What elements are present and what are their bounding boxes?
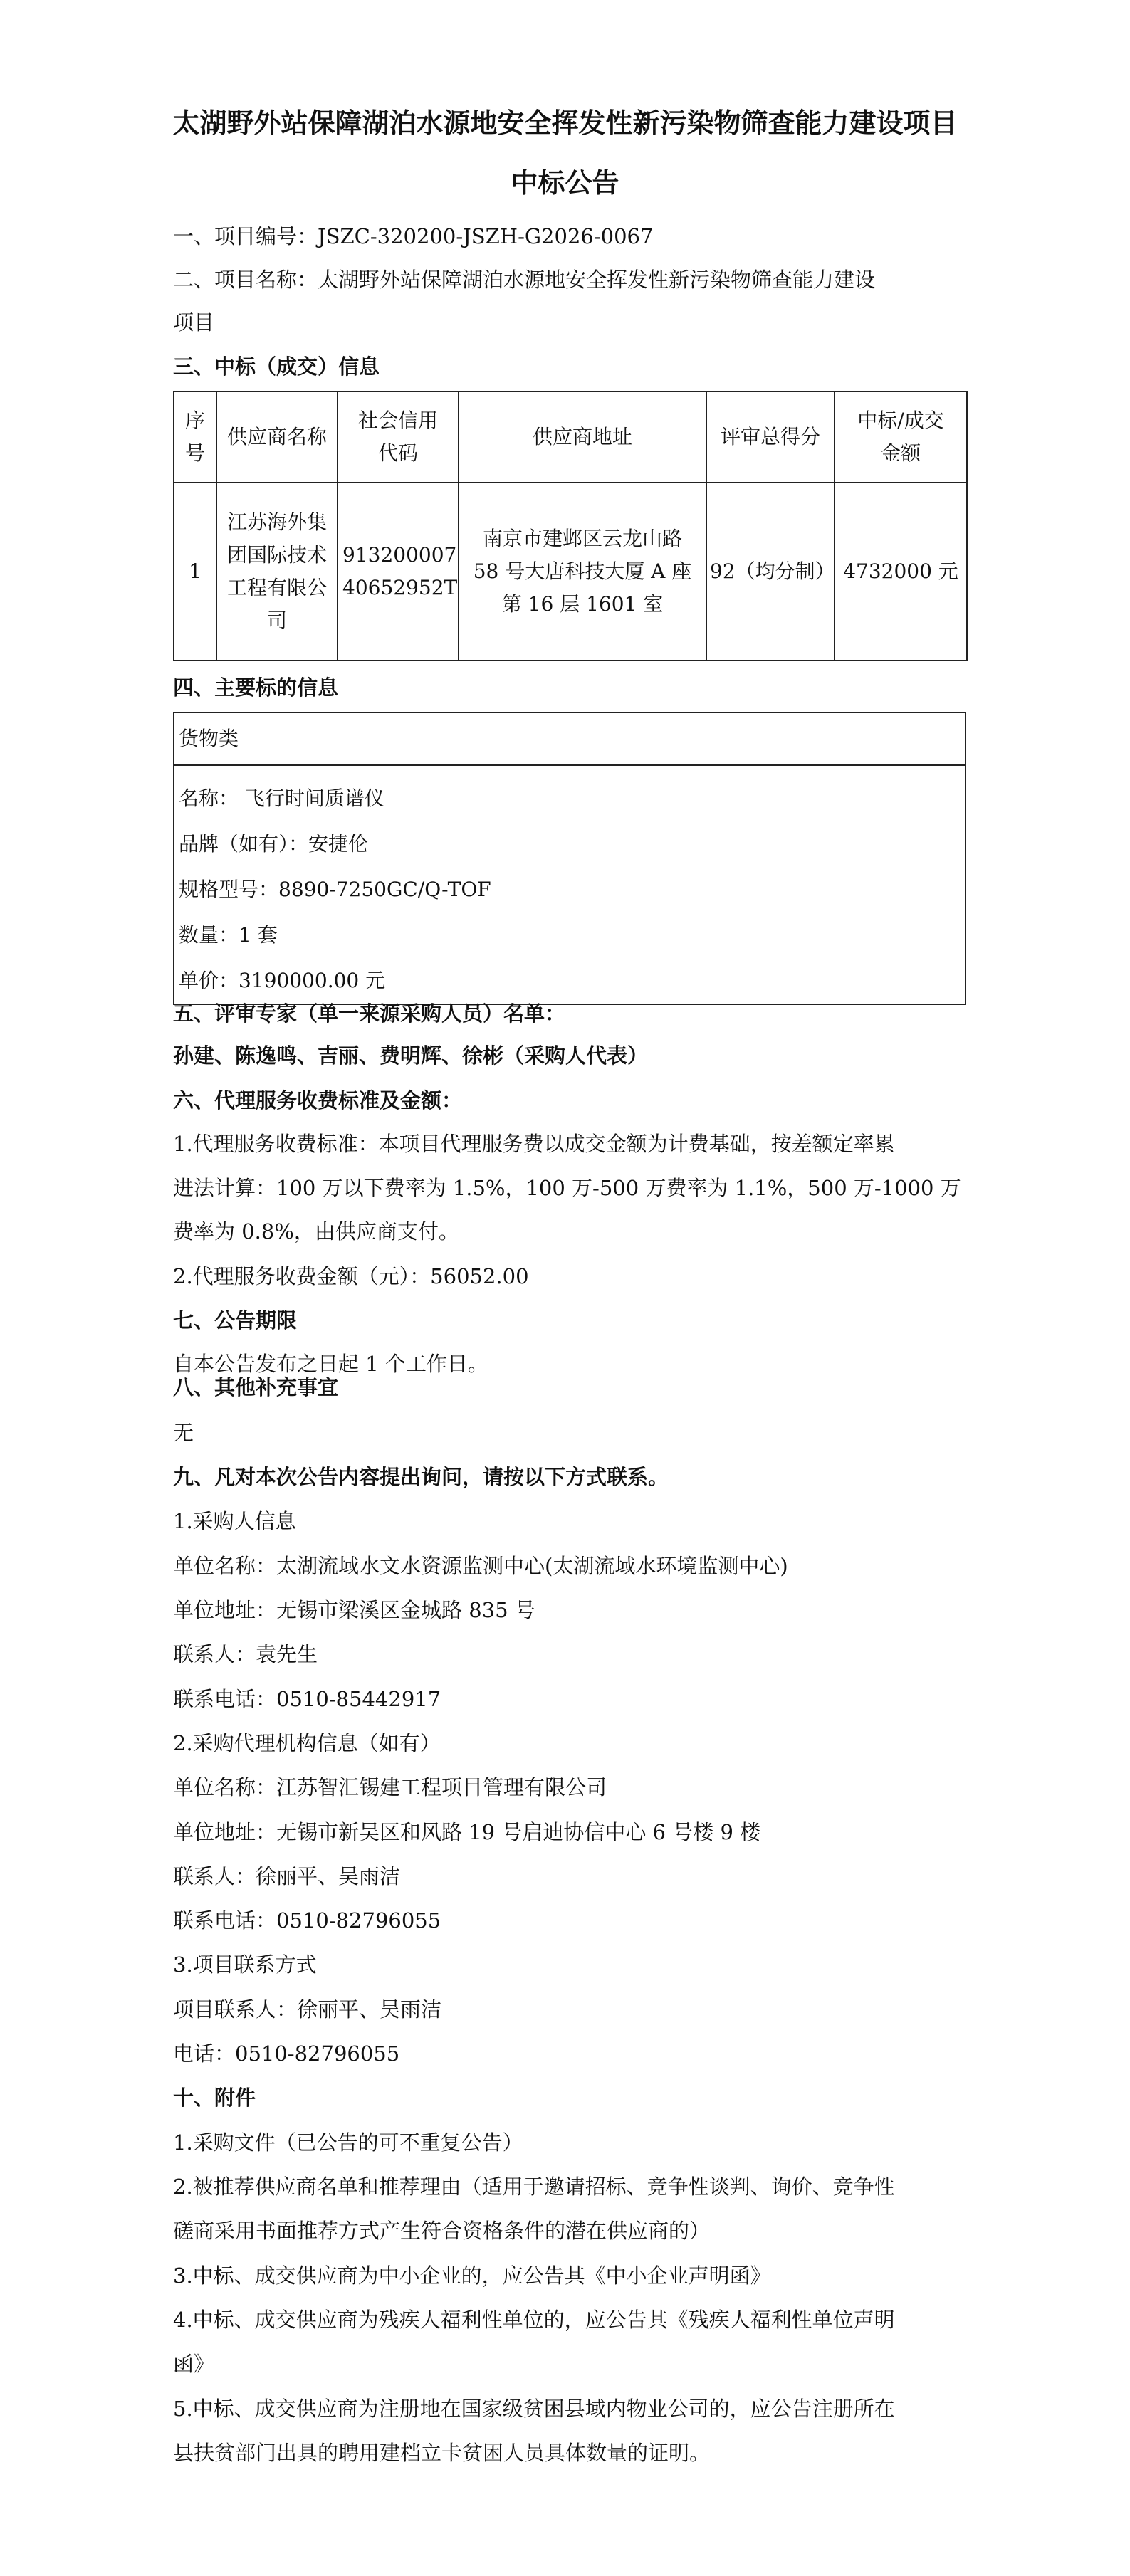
agency-fee-standard-1: 1.代理服务收费标准：本项目代理服务费以成交金额为计费基础，按差额定率累 — [173, 1132, 895, 1156]
item-quantity: 数量：1 套 — [179, 923, 278, 947]
other-matters-text: 无 — [173, 1421, 194, 1445]
project-name-value-2: 项目 — [173, 310, 215, 335]
notice-period-heading: 七、公告期限 — [173, 1308, 298, 1332]
experts-heading: 五、评审专家（单一来源采购人员）名单： — [173, 1002, 566, 1026]
agency-contact: 联系人：徐丽平、吴雨洁 — [173, 1864, 401, 1888]
project-name-value-1: 太湖野外站保障湖泊水源地安全挥发性新污染物筛查能力建设 — [318, 268, 876, 292]
experts-names: 孙建、陈逸鸣、吉丽、费明辉、徐彬（采购人代表） — [173, 1043, 649, 1068]
attachment-5-line-1: 5.中标、成交供应商为注册地在国家级贫困县域内物业公司的，应公告注册所在 — [173, 2397, 895, 2421]
agency-name: 单位名称：江苏智汇锡建工程项目管理有限公司 — [173, 1775, 607, 1799]
item-brand: 品牌（如有）：安捷伦 — [179, 832, 369, 856]
attachment-3: 3.中标、成交供应商为中小企业的，应公告其《中小企业声明函》 — [173, 2264, 771, 2288]
project-number — [173, 222, 653, 251]
award-info-heading: 三、中标（成交）信息 — [173, 354, 380, 379]
header-credit-code: 社会信用 代码 — [338, 391, 459, 483]
agency-fee-standard-2: 进法计算：100 万以下费率为 1.5%，100 万-500 万费率为 1.1%，500 万-1000 万 — [173, 1176, 961, 1200]
buyer-phone: 联系电话：0510-85442917 — [173, 1687, 441, 1711]
award-table-header — [174, 391, 967, 483]
header-supplier-address: 供应商地址 — [459, 391, 706, 483]
attachments-heading: 十、附件 — [173, 2086, 256, 2110]
agency-address: 单位地址：无锡市新吴区和风路 19 号启迪协信中心 6 号楼 9 楼 — [173, 1820, 761, 1844]
project-contact-title: 3.项目联系方式 — [173, 1952, 317, 1977]
item-price: 单价：3190000.00 元 — [179, 969, 386, 992]
header-supplier-name: 供应商名称 — [216, 391, 338, 483]
attachment-4-line-2: 函》 — [173, 2352, 215, 2376]
project-contact-phone: 电话：0510-82796055 — [173, 2041, 400, 2066]
project-name-heading: 二、项目名称： — [173, 268, 318, 292]
contact-heading: 九、凡对本次公告内容提出询问，请按以下方式联系。 — [173, 1465, 669, 1489]
buyer-contact: 联系人：袁先生 — [173, 1642, 318, 1666]
table-row — [174, 483, 967, 661]
title-line-2: 中标公告 — [511, 167, 619, 199]
item-details — [174, 765, 966, 1004]
project-contact-person: 项目联系人：徐丽平、吴雨洁 — [173, 1997, 442, 2022]
project-number-value: JSZC-320200-JSZH-G2026-0067 — [318, 224, 654, 248]
row-supplier-address: 南京市建邺区云龙山路 58 号大唐科技大厦 A 座 第 16 层 1601 室 — [459, 483, 706, 661]
attachment-1: 1.采购文件（已公告的可不重复公告） — [173, 2130, 523, 2155]
agency-phone: 联系电话：0510-82796055 — [173, 1908, 441, 1933]
header-seq: 序 号 — [174, 391, 216, 483]
agency-fee-heading: 六、代理服务收费标准及金额： — [173, 1088, 463, 1113]
row-score: 92（均分制） — [706, 483, 835, 661]
project-name — [173, 266, 875, 294]
attachment-5-line-2: 县扶贫部门出具的聘用建档立卡贫困人员具体数量的证明。 — [173, 2441, 711, 2465]
main-items-table — [173, 712, 966, 1005]
attachment-4-line-1: 4.中标、成交供应商为残疾人福利性单位的，应公告其《残疾人福利性单位声明 — [173, 2308, 895, 2332]
item-model: 规格型号：8890-7250GC/Q-TOF — [179, 878, 491, 901]
title-line-1: 太湖野外站保障湖泊水源地安全挥发性新污染物筛查能力建设项目 — [172, 107, 958, 139]
item-category: 货物类 — [174, 713, 966, 765]
row-seq: 1 — [174, 483, 216, 661]
row-credit-code: 913200007 40652952T — [338, 483, 459, 661]
project-number-heading: 一、项目编号： — [173, 224, 318, 248]
agency-info-title: 2.采购代理机构信息（如有） — [173, 1731, 441, 1755]
award-table — [173, 391, 968, 661]
header-score: 评审总得分 — [706, 391, 835, 483]
agency-fee-amount: 2.代理服务收费金额（元）：56052.00 — [173, 1264, 529, 1288]
buyer-address: 单位地址：无锡市梁溪区金城路 835 号 — [173, 1598, 535, 1622]
buyer-info-title: 1.采购人信息 — [173, 1509, 296, 1533]
main-items-heading: 四、主要标的信息 — [173, 675, 339, 700]
attachment-2-line-2: 磋商采用书面推荐方式产生符合资格条件的潜在供应商的） — [173, 2219, 711, 2243]
header-amount: 中标/成交 金额 — [835, 391, 967, 483]
row-amount: 4732000 元 — [835, 483, 967, 661]
other-matters-heading: 八、其他补充事宜 — [173, 1375, 339, 1399]
notice-period-text: 自本公告发布之日起 1 个工作日。 — [173, 1352, 488, 1376]
row-supplier-name: 江苏海外集 团国际技术 工程有限公 司 — [216, 483, 338, 661]
buyer-name: 单位名称：太湖流域水文水资源监测中心(太湖流域水环境监测中心) — [173, 1554, 788, 1578]
agency-fee-standard-3: 费率为 0.8%，由供应商支付。 — [173, 1219, 459, 1244]
attachment-2-line-1: 2.被推荐供应商名单和推荐理由（适用于邀请招标、竞争性谈判、询价、竞争性 — [173, 2175, 895, 2199]
item-name: 名称： 飞行时间质谱仪 — [179, 787, 384, 810]
